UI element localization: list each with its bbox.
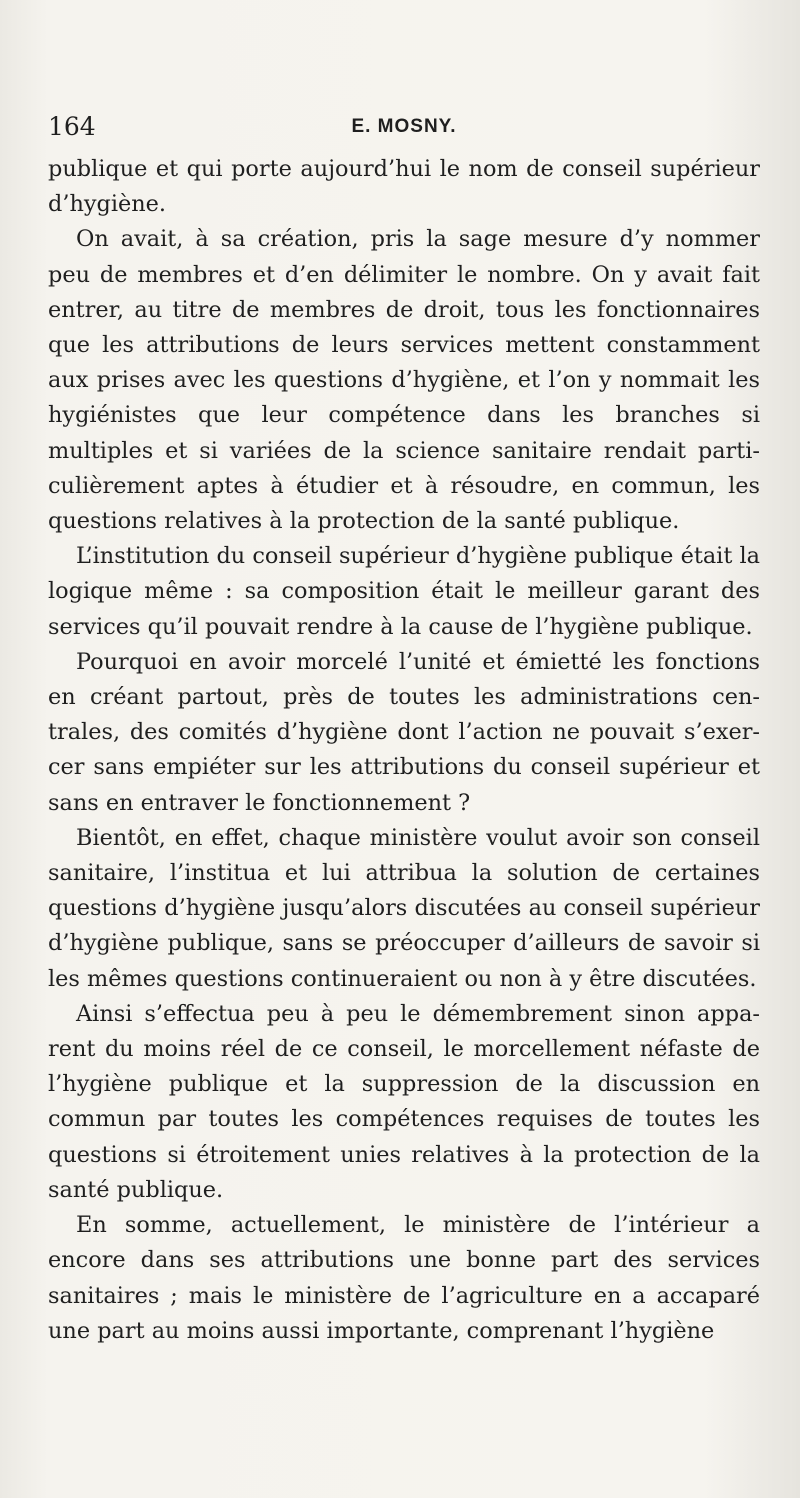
paragraph-3: L’institution du conseil supérieur d’hygiène publique était la logique même : sa composition était le meilleur garant des services qu’il pouvait rendre à la cause de l’hygiène publique. [48,543,760,640]
paragraph-4: Pourquoi en avoir morcelé l’unité et émietté les fonctions en créant partout, près de toutes les administrations centrales, des comités d’hygiène dont l’action ne pouvait s’exercer sans empiéter sur les attributions du conseil supérieur et sans en entraver le fonctionnement ? [48,648,760,816]
paragraph-1: publique et qui porte aujourd’hui le nom de conseil supérieur d’hygiène. [48,156,760,218]
page-number: 164 [48,112,96,141]
running-head: E. MOSNY. [351,116,457,137]
paragraph-2: On avait, à sa création, pris la sage mesure d’y nommer peu de membres et d’en délimiter le nombre. On y avait fait entrer, au titre de membres de droit, tous les fonctionnaires que les attributions de leurs services mettent constamment aux prises avec les questions d’hygiène, et l’on y nommait les hygiénistes que leur compétence dans les branches si multiples et si variées de la science sanitaire rendait particulièrement aptes à étudier et à résoudre, en commun, les questions relatives à la protection de la santé publique. [48,226,760,535]
paragraph-5: Bientôt, en effet, chaque ministère voulut avoir son conseil sanitaire, l’institua et lui attribua la solution de certaines questions d’hygiène jusqu’alors discutées au conseil supérieur d’hygiène publique, sans se préoccuper d’ailleurs de savoir si les mêmes questions continueraient ou non à y être discutées. [48,824,760,992]
paragraph-7: En somme, actuellement, le ministère de l’intérieur a encore dans ses attributions une bonne part des services sanitaires ; mais le ministère de l’agriculture en a accaparé une part au moins aussi importante, comprenant l’hygiène [48,1212,760,1344]
page-header [48,112,760,146]
paragraph-6: Ainsi s’effectua peu à peu le démembrement sinon apparent du moins réel de ce conseil, le morcellement néfaste de l’hygiène publique et la suppression de la discussion en commun par toutes les compétences requises de toutes les questions si étroitement unies relatives à la protection de la santé publique. [48,1000,760,1203]
body-text [48,152,760,1349]
